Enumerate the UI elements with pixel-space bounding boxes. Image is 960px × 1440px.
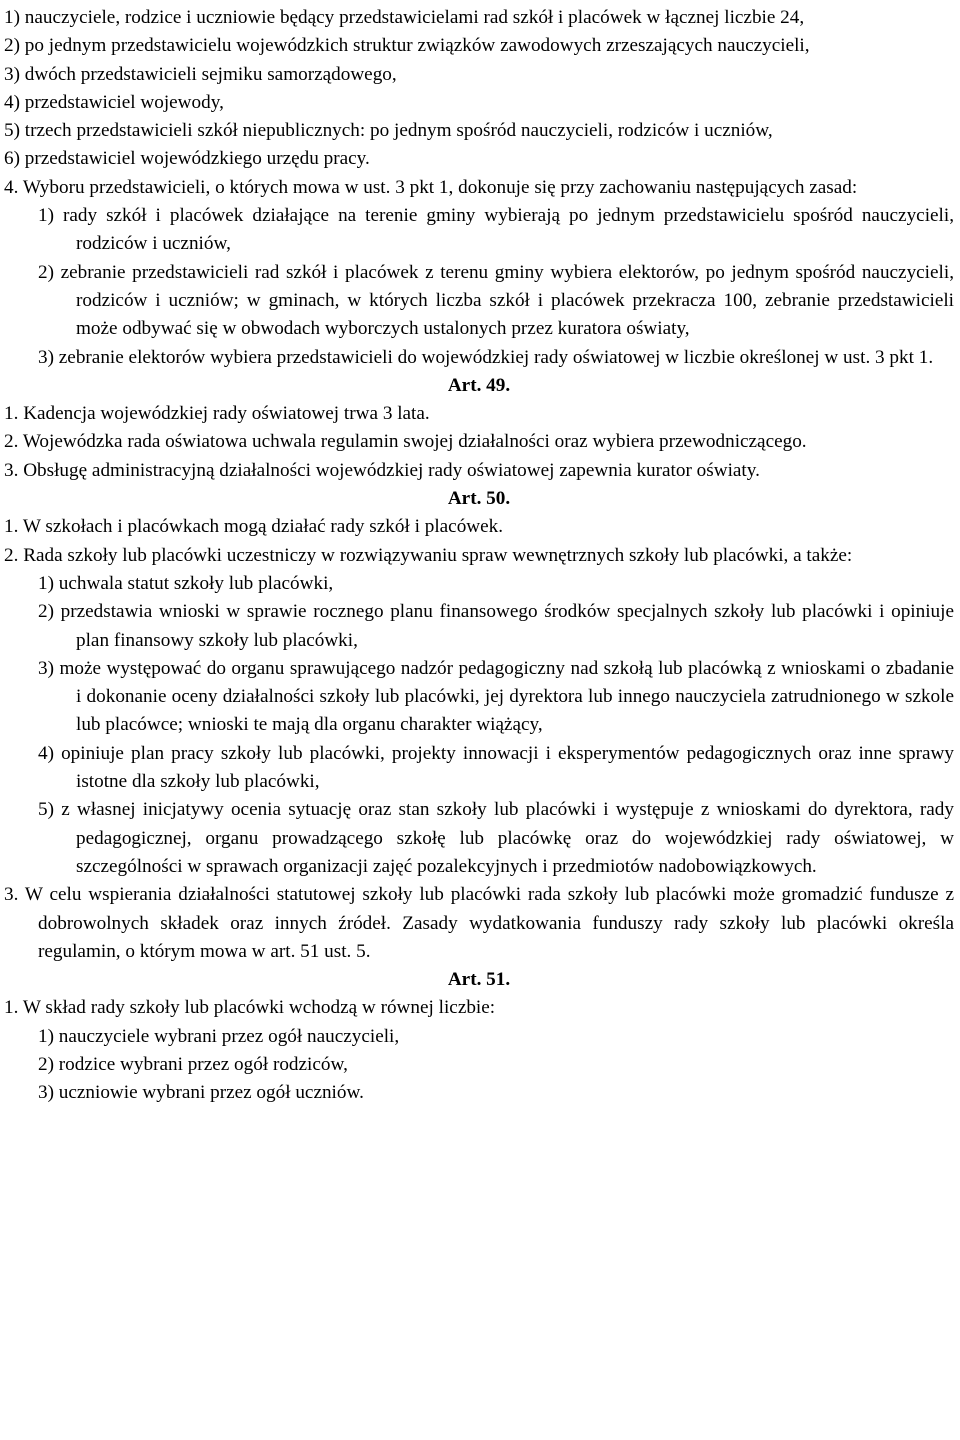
numbered-paragraph: 2. Rada szkoły lub placówki uczestniczy w rozwiązywaniu spraw wewnętrznych szkoły lub placówki, a także:	[4, 544, 853, 566]
numbered-paragraph: 1. Kadencja wojewódzkiej rady oświatowej trwa 3 lata.	[4, 403, 430, 425]
list-point: 1) nauczyciele, rodzice i uczniowie będący przedstawicielami rad szkół i placówek w łącznej liczbie 24,	[4, 7, 805, 28]
list-point: 6) przedstawiciel wojewódzkiego urzędu pracy.	[4, 148, 370, 170]
numbered-paragraph: 1. W szkołach i placówkach mogą działać rady szkół i placówek.	[4, 516, 504, 538]
numbered-paragraph: 4. Wyboru przedstawicieli, o których mowa w ust. 3 pkt 1, dokonuje się przy zachowaniu następujących zasad:	[4, 176, 858, 198]
list-point: 3) uczniowie wybrani przez ogół uczniów.	[38, 1082, 364, 1104]
list-point: 5) z własnej inicjatywy ocenia sytuację oraz stan szkoły lub placówki i występuje z wnioskami do dyrektora, rady pedagogicznej, organu prowadzącego szkołę lub placówkę oraz do wojewódzkiej rady oświatowej, w szczególności w sprawach organizacji zajęć pozalekcyjnych i przedmiotów nadobowiązkowych.	[38, 799, 954, 877]
list-point: 1) nauczyciele wybrani przez ogół nauczycieli,	[38, 1025, 400, 1047]
list-point: 5) trzech przedstawicieli szkół niepublicznych: po jednym spośród nauczycieli, rodziców i uczniów,	[4, 120, 773, 142]
article-heading: Art. 51.	[447, 969, 511, 991]
list-point: 3) zebranie elektorów wybiera przedstawicieli do wojewódzkiej rady oświatowej w liczbie określonej w ust. 3 pkt 1.	[38, 346, 934, 368]
article-heading: Art. 50.	[447, 488, 511, 510]
list-point: 2) przedstawia wnioski w sprawie rocznego planu finansowego środków specjalnych szkoły lub placówki i opiniuje plan finansowy szkoły lub placówki,	[38, 601, 954, 651]
list-point: 1) rady szkół i placówek działające na terenie gminy wybierają po jednym przedstawicielu spośród nauczycieli, rodziców i uczniów,	[38, 205, 954, 255]
list-point: 1) uchwala statut szkoły lub placówki,	[38, 572, 334, 594]
list-point: 4) opiniuje plan pracy szkoły lub placówki, projekty innowacji i eksperymentów pedagogicznych oraz inne sprawy istotne dla szkoły lub placówki,	[38, 742, 954, 793]
list-point: 3) dwóch przedstawicieli sejmiku samorządowego,	[4, 63, 397, 85]
numbered-paragraph: 3. Obsługę administracyjną działalności wojewódzkiej rady oświatowej zapewnia kurator oświaty.	[4, 459, 760, 481]
list-point: 2) rodzice wybrani przez ogół rodziców,	[38, 1053, 348, 1075]
list-point: 4) przedstawiciel wojewody,	[4, 91, 224, 113]
numbered-paragraph: 1. W skład rady szkoły lub placówki wchodzą w równej liczbie:	[4, 997, 496, 1019]
numbered-paragraph: 2. Wojewódzka rada oświatowa uchwala regulamin swojej działalności oraz wybiera przewodniczącego.	[4, 431, 807, 453]
numbered-paragraph: 3. W celu wspierania działalności statutowej szkoły lub placówki rada szkoły lub placówki może gromadzić fundusze z dobrowolnych składek oraz innych źródeł. Zasady wydatkowania funduszy rady szkoły lub placówki określa regulamin, o którym mowa w art. 51 ust. 5.	[4, 884, 954, 962]
list-point: 2) po jednym przedstawicielu wojewódzkich struktur związków zawodowych zrzeszających nauczycieli,	[4, 35, 810, 57]
list-point: 3) może występować do organu sprawującego nadzór pedagogiczny nad szkołą lub placówką z wnioskami o zbadanie i dokonanie oceny działalności szkoły lub placówki, jej dyrektora lub innego nauczyciela zatrudnionego w szkole lub placówce; wnioski te mają dla organu charakter wiążący,	[38, 657, 954, 736]
article-heading: Art. 49.	[447, 374, 511, 396]
list-point: 2) zebranie przedstawicieli rad szkół i placówek z terenu gminy wybiera elektorów, po jednym spośród nauczycieli, rodziców i uczniów; w gminach, w których liczba szkół i placówek przekracza 100, zebranie przedstawicieli może odbywać się w obwodach wyborczych ustalonych przez kuratora oświaty,	[38, 261, 954, 340]
